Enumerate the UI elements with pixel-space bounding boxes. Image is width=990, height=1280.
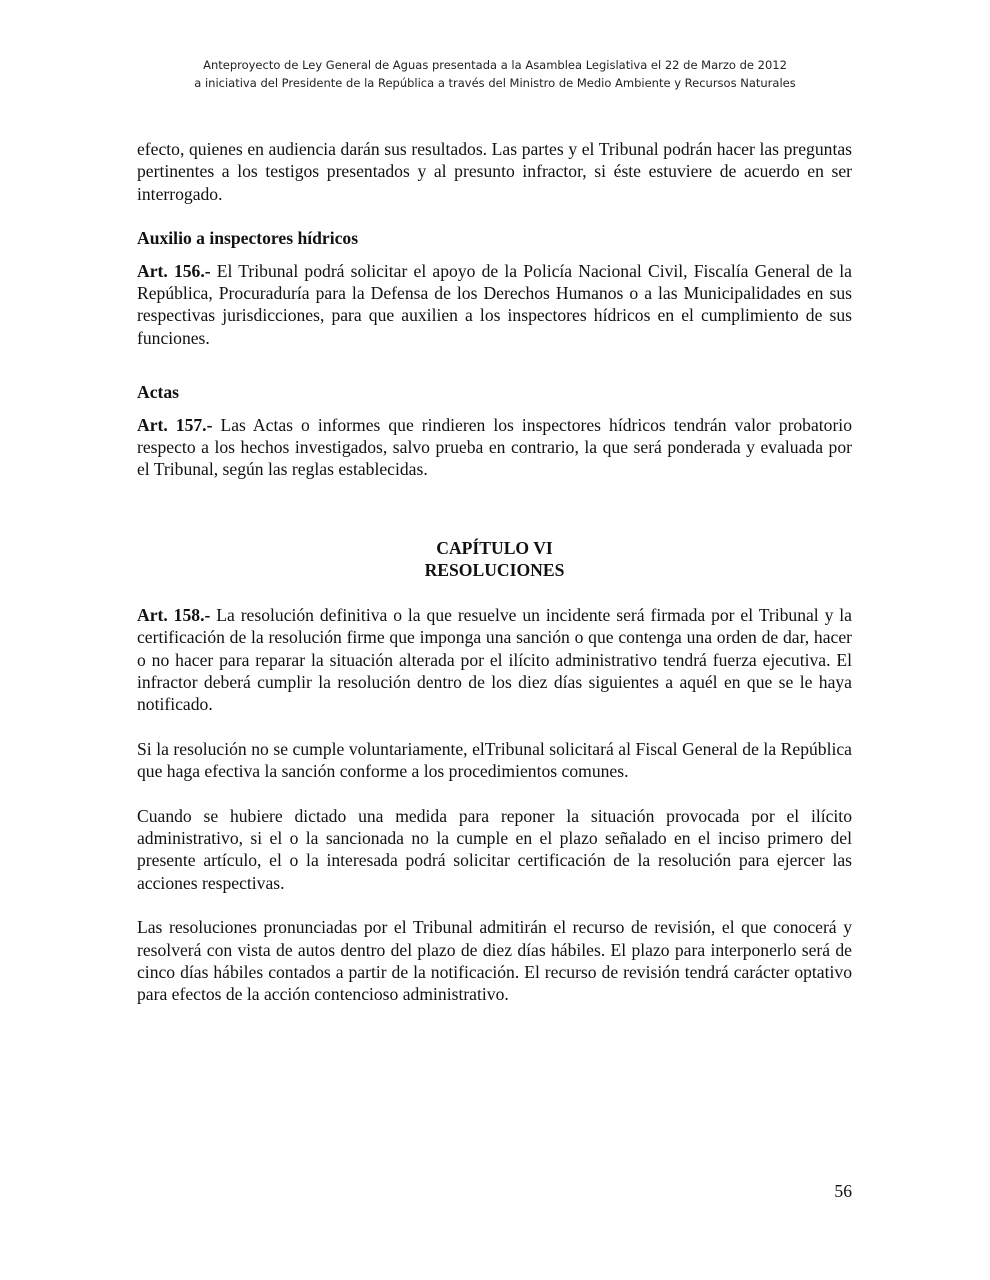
article-label: Art. 156.- bbox=[137, 260, 211, 281]
chapter-title: RESOLUCIONES bbox=[424, 560, 565, 581]
page-number: 56 bbox=[834, 1181, 852, 1201]
paragraph-revision: Las resoluciones pronunciadas por el Tribunal admitirán el recurso de revisión, el que conocerá y resolverá con vista de autos dentro del plazo de diez días hábiles. El plazo para interponerlo será de cinco días hábiles contados a partir de la notificación. El recurso de revisión tendrá carácter optativo para efectos de la acción contencioso administrativo. bbox=[137, 917, 852, 1005]
article-label: Art. 157.- bbox=[137, 414, 213, 435]
article-158 bbox=[137, 604, 852, 716]
article-157 bbox=[137, 414, 852, 481]
chapter-number: CAPÍTULO VI bbox=[436, 537, 553, 558]
header-line-2: a iniciativa del Presidente de la República a través del Ministro de Medio Ambiente y Recursos Naturales bbox=[194, 76, 796, 90]
intro-paragraph: efecto, quienes en audiencia darán sus resultados. Las partes y el Tribunal podrán hacer las preguntas pertinentes a los testigos presentados y al presunto infractor, si éste estuviere de acuerdo en ser interrogado. bbox=[137, 139, 852, 204]
section-heading-auxilio: Auxilio a inspectores hídricos bbox=[137, 228, 359, 249]
document-body bbox=[137, 138, 852, 1006]
paragraph-enforcement: Si la resolución no se cumple voluntariamente, elTribunal solicitará al Fiscal General de la República que haga efectiva la sanción conforme a los procedimientos comunes. bbox=[137, 738, 852, 782]
article-text: La resolución definitiva o la que resuelve un incidente será firmada por el Tribunal y la certificación de la resolución firme que imponga una sanción o que contenga una orden de dar, hacer o no hacer para reparar la situación alterada por el ilícito administrativo tendrá fuerza ejecutiva. El infractor deberá cumplir la resolución dentro de los diez días siguientes a aquél en que se le haya notificado. bbox=[137, 604, 852, 715]
header-line-1: Anteproyecto de Ley General de Aguas presentada a la Asamblea Legislativa el 22 de Marzo de 2012 bbox=[203, 58, 787, 72]
article-text: Las Actas o informes que rindieren los inspectores hídricos tendrán valor probatorio respecto a los hechos investigados, salvo prueba en contrario, la que será ponderada y evaluada por el Tribunal, según las reglas establecidas. bbox=[137, 414, 852, 480]
article-text: El Tribunal podrá solicitar el apoyo de la Policía Nacional Civil, Fiscalía General de la República, Procuraduría para la Defensa de los Derechos Humanos o a las Municipalidades en sus respectivas jurisdicciones, para que auxilien a los inspectores hídricos en el cumplimiento de sus funciones. bbox=[137, 260, 852, 348]
section-heading-actas: Actas bbox=[137, 382, 180, 403]
article-156 bbox=[137, 260, 852, 350]
paragraph-certification: Cuando se hubiere dictado una medida para reponer la situación provocada por el ilícito administrativo, si el o la sancionada no la cumple en el plazo señalado en el inciso primero del presente artículo, el o la interesada podrá solicitar certificación de la resolución para ejercer las acciones respectivas. bbox=[137, 805, 852, 893]
article-label: Art. 158.- bbox=[137, 604, 211, 625]
